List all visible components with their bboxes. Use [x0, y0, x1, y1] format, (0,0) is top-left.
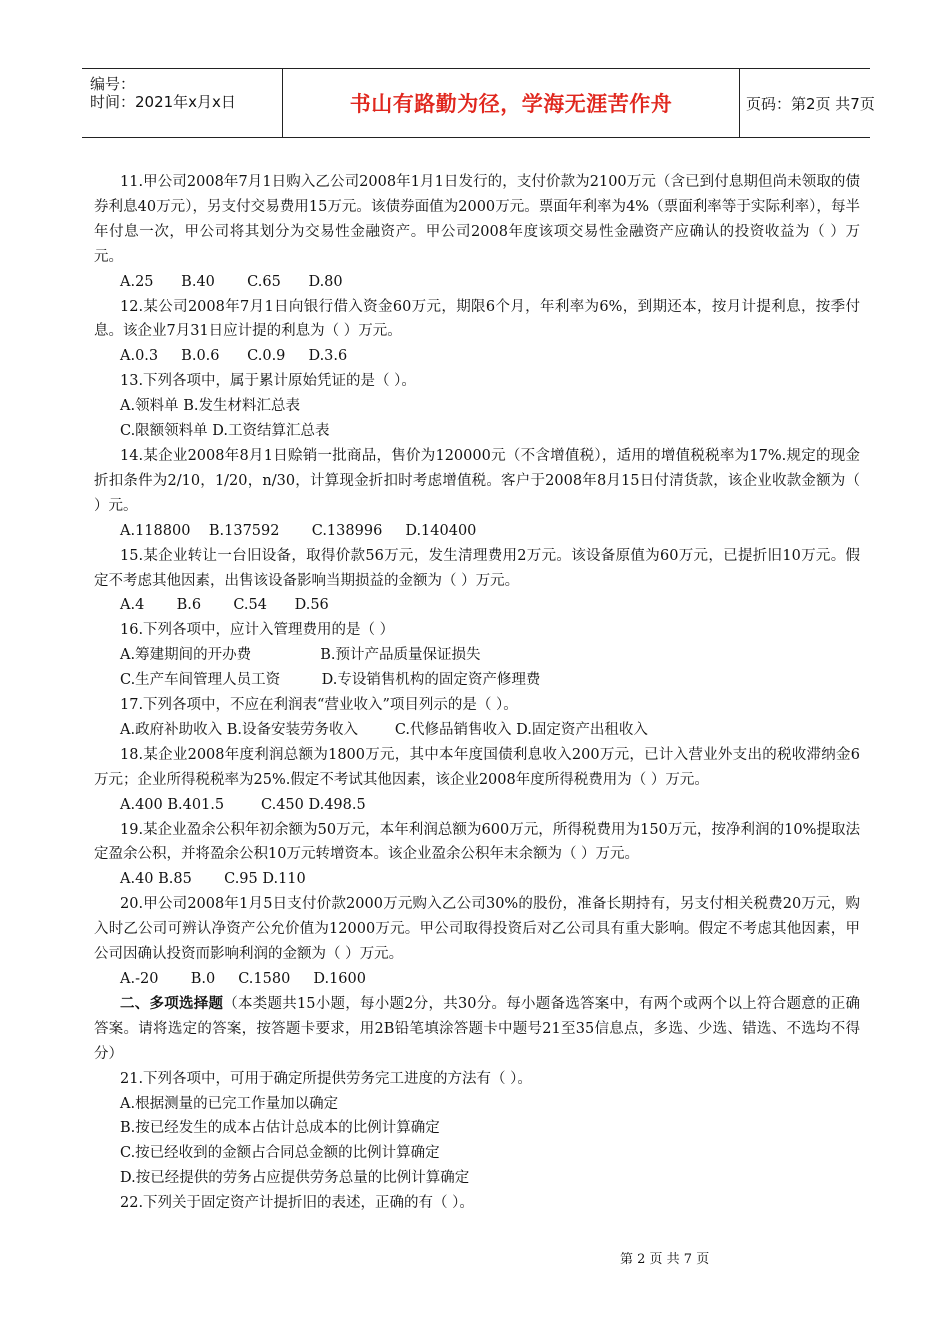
answer-options: A.-20 B.0 C.1580 D.1600 [120, 971, 366, 987]
header-right-cell [740, 69, 875, 137]
answer-options: D.按已经提供的劳务占应提供劳务总量的比例计算确定 [120, 1170, 470, 1187]
question-text: 12.某公司2008年7月1日向银行借入资金60万元，期限6个月，年利率为6%，到期还本，按月计提利息，按季付息。该企业7月31日应计提的利息为（ ）万元。 [94, 298, 860, 340]
question-text: 14.某企业2008年8月1日赊销一批商品，售价为120000元（不含增值税），适用的增值税税率为17%.规定的现金折扣条件为2/10，1/20，n/30，计算现金折扣时考虑增值税。客户于2008年8月15日付清货款，该企业收款金额为（ ）元。 [94, 447, 860, 514]
question-text: 16.下列各项中，应计入管理费用的是（ ） [120, 622, 395, 639]
time-label: 时间：2021年x月x日 [90, 93, 236, 111]
multiple-choice-questions [94, 1067, 860, 1216]
section-heading [94, 992, 860, 1067]
motto-text: 书山有路勤为径，学海无涯苦作舟 [349, 92, 673, 116]
answer-options: C.按已经收到的金额占合同总金额的比例计算确定 [120, 1145, 440, 1162]
answer-options: A.25 B.40 C.65 D.80 [120, 273, 343, 290]
answer-options: C.生产车间管理人员工资 D.专设销售机构的固定资产修理费 [120, 672, 541, 689]
page-footer: 第 2 页 共 7 页 [620, 1252, 710, 1267]
header-left-cell [82, 69, 282, 137]
header-motto-cell [282, 69, 740, 137]
page-info: 页码：第2页 共7页 [746, 94, 875, 113]
answer-options: A.筹建期间的开办费 B.预计产品质量保证损失 [120, 647, 481, 664]
document-body [94, 170, 860, 1216]
single-choice-questions [94, 170, 860, 992]
answer-options: C.限额领料单 D.工资结算汇总表 [120, 423, 330, 440]
question-text: 13.下列各项中，属于累计原始凭证的是（ ）。 [120, 373, 416, 390]
answer-options: A.政府补助收入 B.设备安装劳务收入 C.代修品销售收入 D.固定资产出租收入 [120, 721, 648, 738]
question-text: 19.某企业盈余公积年初余额为50万元，本年利润总额为600万元，所得税费用为150万元，按净利润的10%提取法定盈余公积，并将盈余公积10万元转增资本。该企业盈余公积年末余额为（ ）万元。 [94, 821, 860, 863]
section-title: 二、多项选择题 [120, 994, 224, 1012]
question-text: 15.某企业转让一台旧设备，取得价款56万元，发生清理费用2万元。该设备原值为60万元，已提折旧10万元。假定不考虑其他因素，出售该设备影响当期损益的金额为（ ）万元。 [94, 547, 860, 589]
question-text: 11.甲公司2008年7月1日购入乙公司2008年1月1日发行的，支付价款为2100万元（含已到付息期但尚未领取的债券利息40万元），另支付交易费用15万元。该债券面值为2000万元。票面年利率为4%（票面利率等于实际利率），每半年付息一次，甲公司将其划分为交易性金融资产。甲公司2008年度该项交易性金融资产应确认的投资收益为（ ）万元。 [94, 174, 860, 265]
question-text: 18.某企业2008年度利润总额为1800万元，其中本年度国债利息收入200万元，已计入营业外支出的税收滞纳金6万元；企业所得税税率为25%.假定不考试其他因素，该企业2008年度所得税费用为（ ）万元。 [94, 746, 860, 788]
section-description: （本类题共15小题，每小题2分，共30分。每小题备选答案中，有两个或两个以上符合题意的正确答案。请将选定的答案，按答题卡要求，用2B铅笔填涂答题卡中题号21至35信息点，多选、少选、错选、不选均不得分） [94, 995, 861, 1062]
number-label: 编号： [90, 75, 136, 93]
question-text: 17.下列各项中，不应在利润表“营业收入”项目列示的是（ ）。 [120, 697, 518, 714]
answer-options: A.40 B.85 C.95 D.110 [120, 871, 306, 888]
page-header [82, 68, 875, 138]
question-text: 20.甲公司2008年1月5日支付价款2000万元购入乙公司30%的股份，准备长期持有，另支付相关税费20万元，购入时乙公司可辨认净资产公允价值为12000万元。甲公司取得投资后对乙公司具有重大影响。假定不考虑其他因素，甲公司因确认投资而影响利润的金额为（ ）万元。 [94, 896, 860, 963]
question-text: 21.下列各项中，可用于确定所提供劳务完工进度的方法有（ ）。 [120, 1070, 532, 1087]
answer-options: B.按已经发生的成本占估计总成本的比例计算确定 [120, 1120, 440, 1137]
answer-options: A.118800 B.137592 C.138996 D.140400 [120, 522, 477, 539]
answer-options: A.根据测量的已完工作量加以确定 [120, 1095, 339, 1112]
answer-options: A.4 B.6 C.54 D.56 [120, 597, 329, 614]
answer-options: A.领料单 B.发生材料汇总表 [120, 398, 300, 415]
answer-options: A.400 B.401.5 C.450 D.498.5 [120, 796, 366, 813]
question-text: 22.下列关于固定资产计提折旧的表述，正确的有（ ）。 [120, 1195, 474, 1212]
answer-options: A.0.3 B.0.6 C.0.9 D.3.6 [120, 348, 348, 365]
